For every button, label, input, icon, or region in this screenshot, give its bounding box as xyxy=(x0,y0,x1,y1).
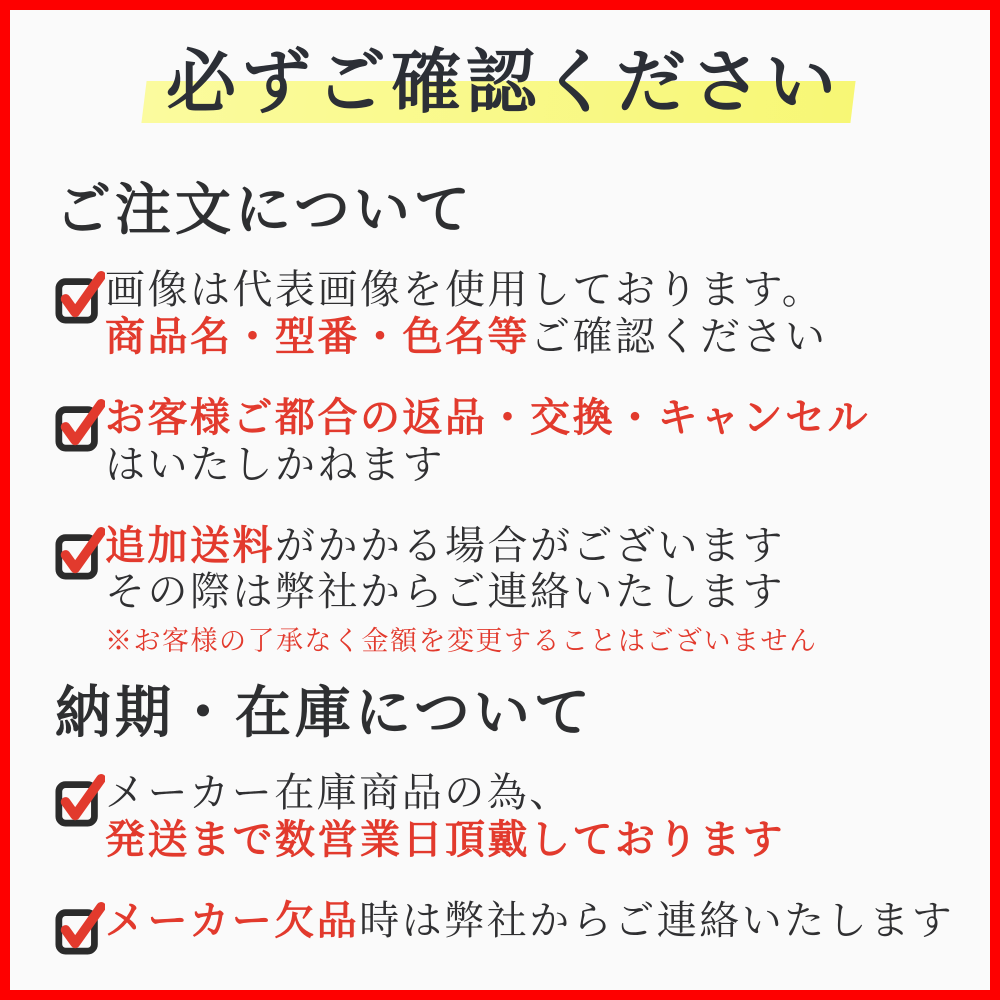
list-item-extra-shipping xyxy=(55,523,952,658)
section-delivery-stock-heading: 納期・在庫について xyxy=(55,682,594,745)
item-text-black: 画像は代表画像を使用しております。 xyxy=(105,267,825,313)
section-delivery-stock xyxy=(55,682,955,956)
list-item-no-returns xyxy=(55,395,952,489)
checkbox-check-icon xyxy=(55,772,105,828)
item-text-red: メーカー欠品 xyxy=(105,897,360,943)
item-text-red: 追加送料 xyxy=(105,522,275,568)
item-line xyxy=(105,442,870,489)
checkbox-check-icon xyxy=(55,525,105,581)
item-text-black: メーカー在庫商品の為、 xyxy=(105,770,572,816)
item-line xyxy=(105,569,818,616)
page-title-text: 必ずご確認ください xyxy=(166,45,841,122)
item-text-black: はいたしかねます xyxy=(105,441,445,487)
item-line xyxy=(105,395,870,442)
item-text-black: ご確認ください xyxy=(530,314,828,360)
list-item-maker-stock xyxy=(55,770,952,864)
item-text xyxy=(105,523,818,658)
item-text-black: がかかる場合がございます xyxy=(275,522,785,568)
item-text xyxy=(105,395,870,489)
item-line xyxy=(105,267,828,314)
checkbox-check-icon xyxy=(55,900,105,956)
item-text xyxy=(105,267,828,361)
section-orders-heading: ご注文について xyxy=(55,180,474,242)
item-text-black: 時は弊社からご連絡いたします xyxy=(359,897,955,943)
item-text-red: お客様ご都合の返品・交換・キャンセル xyxy=(105,394,870,440)
checkbox-check-icon xyxy=(55,269,105,325)
item-text-red: 商品名・型番・色名等 xyxy=(105,314,530,360)
checkbox-check-icon xyxy=(55,397,105,453)
list-item-representative-image xyxy=(55,267,952,361)
item-text xyxy=(105,770,785,864)
notice-content xyxy=(10,10,990,990)
item-text-red: 発送まで数営業日頂戴しております xyxy=(105,816,785,862)
item-text-black: その際は弊社からご連絡いたします xyxy=(105,569,785,615)
title-row xyxy=(55,38,952,129)
price-change-note: ※お客様の了承なく金額を変更することはございません xyxy=(105,626,818,657)
page-title xyxy=(166,38,841,129)
item-line xyxy=(105,523,818,570)
list-item-maker-shortage xyxy=(55,897,955,956)
item-line xyxy=(105,314,828,361)
item-line xyxy=(105,817,785,864)
item-line xyxy=(105,898,954,945)
section-orders xyxy=(55,179,952,658)
item-text xyxy=(105,898,954,945)
item-line xyxy=(105,770,785,817)
